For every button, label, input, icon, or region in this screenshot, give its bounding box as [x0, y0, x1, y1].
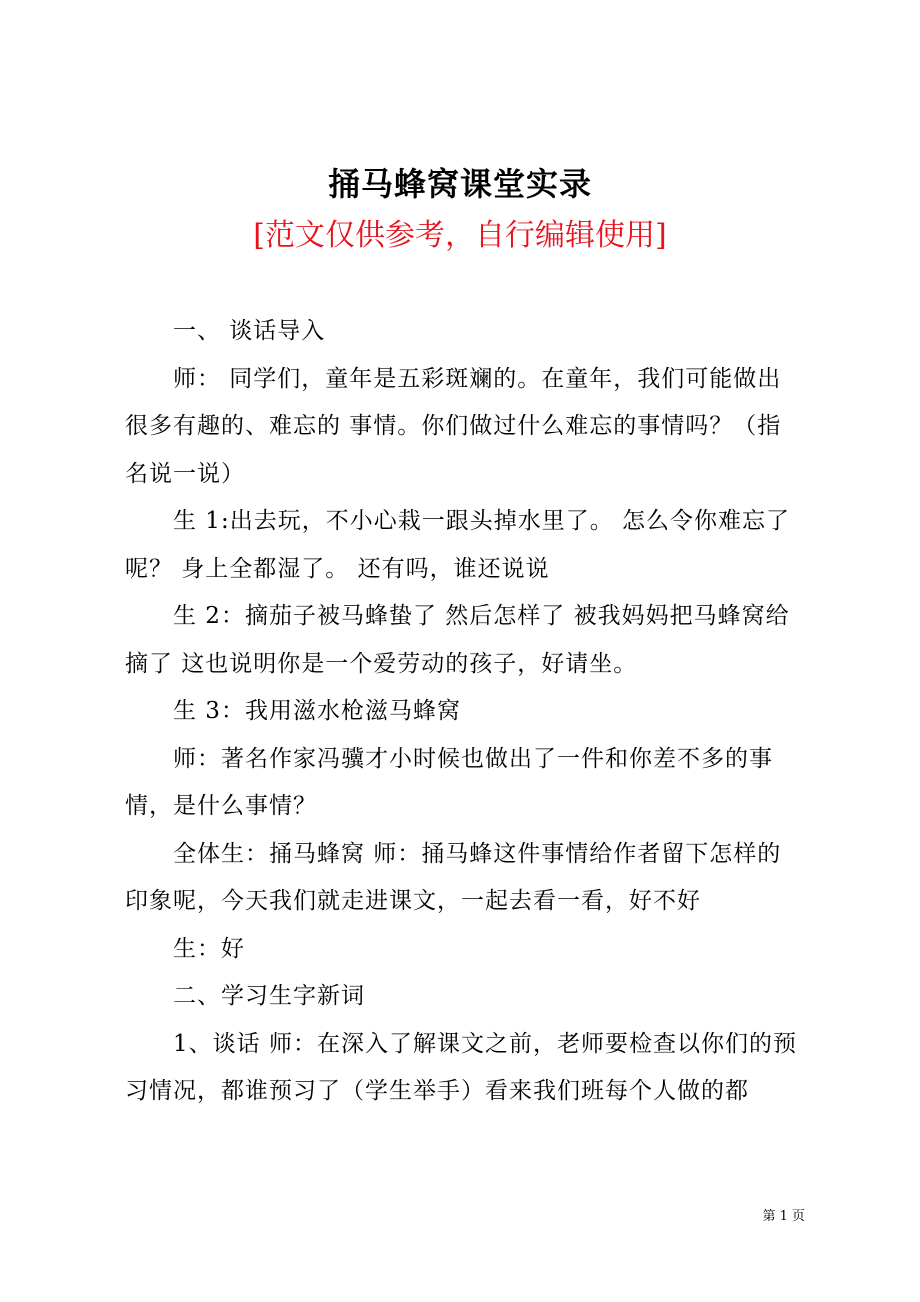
document-title: 捅马蜂窝课堂实录: [327, 165, 592, 203]
paragraph-conversation: 1、谈话 师：在深入了解课文之前，老师要检查以你们的预习情况，都谁预习了（学生举手）看来我们班每个人做的都: [125, 1030, 797, 1104]
paragraph-section-1-heading: 一、 谈话导入: [173, 318, 326, 344]
paragraph-student-1: 生 1:出去玩，不小心栽一跟头掉水里了。 怎么令你难忘了呢？ 身上全都湿了。 还有吗，谁还说说: [125, 508, 791, 582]
paragraph-section-2-heading: 二、学习生字新词: [173, 983, 365, 1009]
paragraph-students-reply: 生：好: [173, 935, 245, 962]
paragraph-student-3: 生 3：我用滋水枪滋马蜂窝: [173, 698, 461, 724]
page-number: 第 1 页: [762, 1209, 805, 1224]
document-subtitle: [范文仅供参考，自行编辑使用]: [253, 218, 667, 253]
document-body: [125, 308, 805, 1116]
paragraph-teacher-question: 师：著名作家冯骥才小时候也做出了一件和你差不多的事情，是什么事情？: [125, 745, 773, 819]
paragraph-student-2: 生 2：摘茄子被马蜂蛰了 然后怎样了 被我妈妈把马蜂窝给摘了 这也说明你是一个爱劳动的孩子，好请坐。: [125, 603, 790, 677]
paragraph-all-students: 全体生：捅马蜂窝 师：捅马蜂这件事情给作者留下怎样的印象呢，今天我们就走进课文，一起去看一看，好不好: [125, 840, 782, 914]
paragraph-teacher-intro: 师： 同学们，童年是五彩斑斓的。在童年，我们可能做出很多有趣的、难忘的 事情。你们做过什么难忘的事情吗？（指名说一说）: [125, 365, 782, 487]
